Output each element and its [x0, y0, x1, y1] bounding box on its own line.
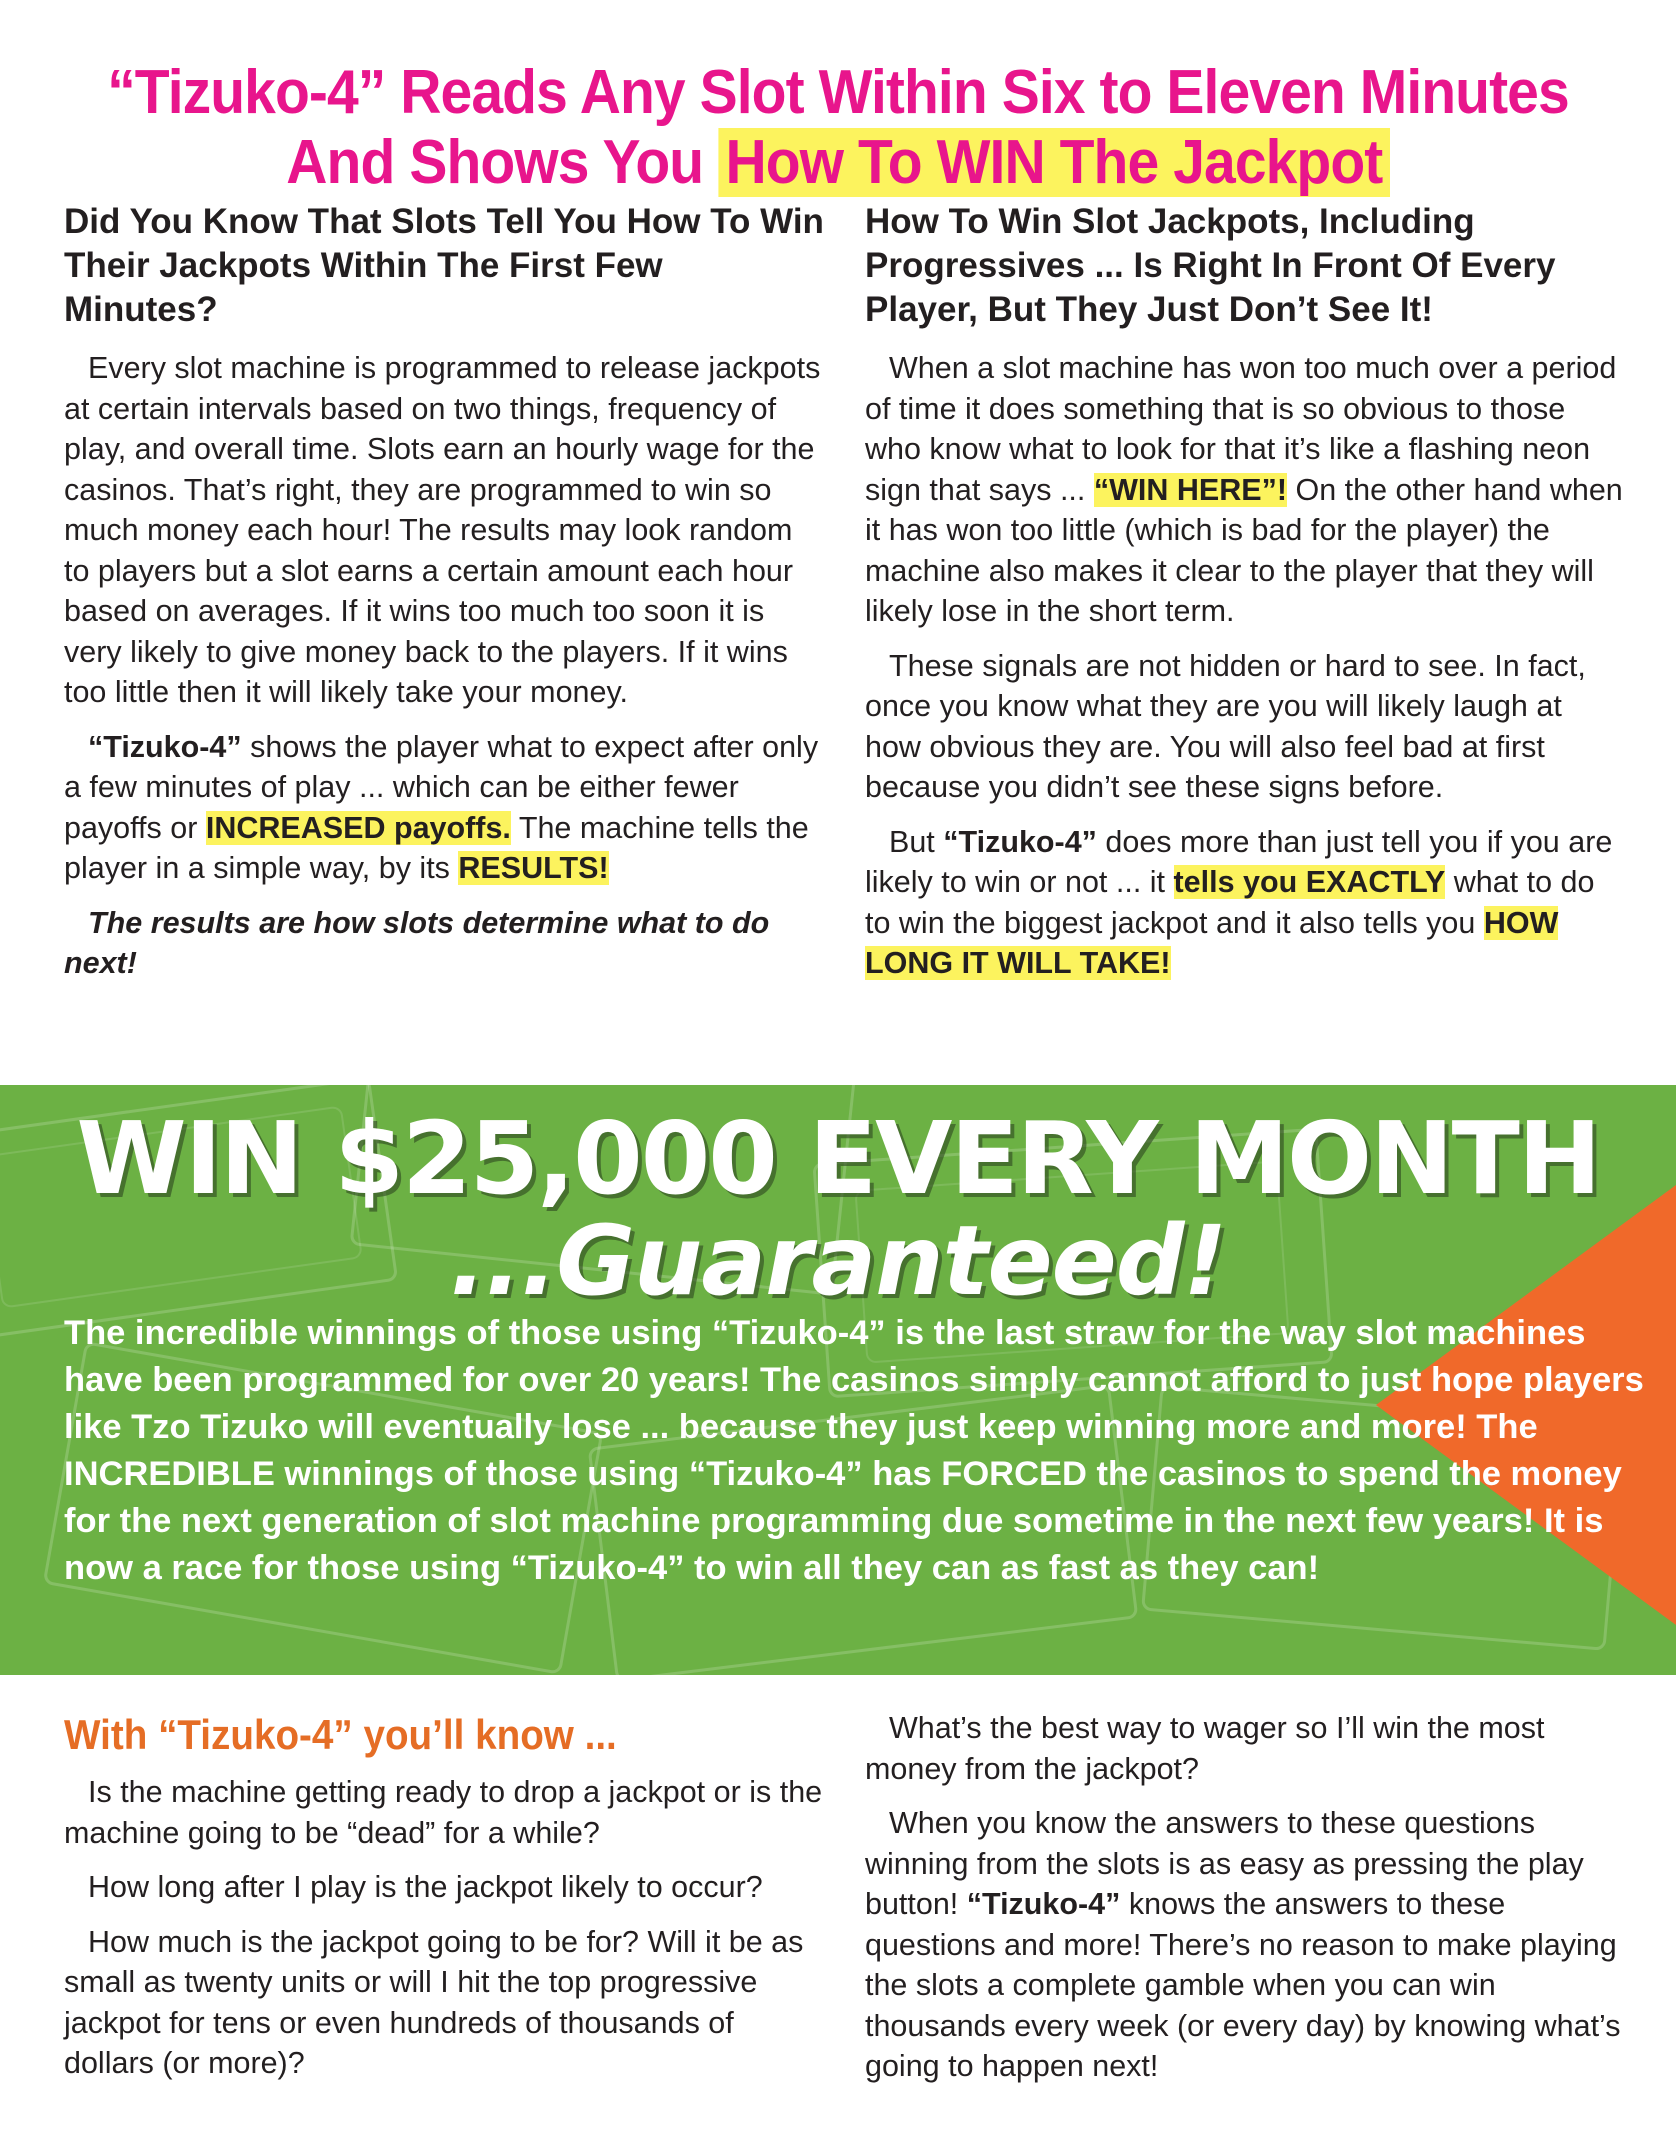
right-paragraph-3-text-b: does more than just tell you if you are likely to win or not ... it [865, 824, 1613, 899]
question-3: How much is the jackpot going to be for? Will it be as small as twenty units or will I hit the top progressive jackpot for tens or even hundreds of thousands of dollars (or more)? [64, 1924, 804, 2080]
product-name: “Tizuko-4” [966, 1887, 1121, 1921]
right-paragraph-3-text-c: what to do to win the biggest jackpot and it also tells you [865, 865, 1595, 940]
question-4: What’s the best way to wager so I’ll win the most money from the jackpot? [865, 1711, 1545, 1786]
increased-payoffs-highlight: INCREASED payoffs. [205, 810, 511, 845]
left-column [64, 200, 824, 984]
headline-line-2-text: And Shows You [286, 128, 719, 197]
right-column-heading: How To Win Slot Jackpots, Including Progressives ... Is Right In Front Of Every Player, But They Just Don’t See It! [865, 202, 1556, 329]
question-1: Is the machine getting ready to drop a jackpot or is the machine going to be “dead” for a while? [64, 1775, 823, 1850]
right-paragraph-1 [865, 348, 1625, 632]
you-will-know-heading: With “Tizuko-4” you’ll know ... [64, 1711, 617, 1758]
banner-title: WIN $25,000 EVERY MONTH [76, 1100, 1600, 1217]
right-paragraph-3-text-a: But [889, 824, 944, 859]
left-paragraph-2 [64, 727, 824, 889]
left-paragraph-1: Every slot machine is programmed to release jackpots at certain intervals based on two things, frequency of play, and overall time. Slots earn an hourly wage for the casinos. That’s right, they are programmed to win so much money each hour! The results may look random to players but a slot earns a certain amount each hour based on averages. If it wins too much too soon it is very likely to give money back to the players. If it wins too little then it will likely take your money. [64, 351, 821, 709]
left-paragraph-3: The results are how slots determine what to do next! [64, 905, 770, 980]
left-paragraph-2-text-b: The machine tells the player in a simple way, by its [64, 810, 809, 885]
tells-you-exactly-highlight: tells you EXACTLY [1173, 865, 1446, 899]
headline-line-1: “Tizuko-4” Reads Any Slot Within Six to Eleven Minutes [107, 58, 1569, 127]
bottom-right-column [865, 1708, 1625, 2087]
banner-subtitle: ...Guaranteed! [449, 1205, 1227, 1317]
results-highlight: RESULTS! [458, 851, 609, 885]
headline-highlight: How To WIN The Jackpot [718, 128, 1390, 197]
right-column [865, 200, 1625, 984]
closing-paragraph-text-b: knows the answers to these questions and more! There’s no reason to make playing the slots a complete gamble when you can win thousands every week (or every day) by knowing what’s going to happen next! [865, 1887, 1621, 2083]
closing-paragraph-text-a: When you know the answers to these questions winning from the slots is as easy as pressing the play button! [865, 1806, 1584, 1921]
page-headline [67, 58, 1609, 198]
banner-body: The incredible winnings of those using “Tizuko-4” is the last straw for the way slot machines have been programmed for over 20 years! The casinos simply cannot afford to just hope players like Tzo Tizuko will eventually lose ... because they just keep winning more and more! The INCREDIBLE winnings of those using “Tizuko-4” has FORCED the casinos to spend the money for the next generation of slot machine programming due sometime in the next few years! It is now a race for those using “Tizuko-4” to win all they can as fast as they can! [64, 1314, 1644, 1587]
how-long-highlight: HOW LONG IT WILL TAKE! [865, 905, 1559, 980]
product-name: “Tizuko-4” [943, 824, 1097, 859]
left-column-heading: Did You Know That Slots Tell You How To Win Their Jackpots Within The First Few Minutes? [64, 202, 824, 329]
headline-line-2 [67, 128, 1609, 198]
right-paragraph-1-text-b: On the other hand when it has won too little (which is bad for the player) the machine also makes it clear to the player that they will likely lose in the short term. [865, 472, 1623, 628]
product-name: “Tizuko-4” [88, 729, 242, 764]
bottom-left-column [64, 1710, 824, 2084]
closing-paragraph [865, 1803, 1625, 2087]
right-paragraph-1-text-a: When a slot machine has won too much over a period of time it does something that is so obvious to those who know what to look for that it’s like a flashing neon sign that says ... [865, 351, 1617, 507]
question-2: How long after I play is the jackpot likely to occur? [88, 1870, 763, 1904]
win-here-highlight: “WIN HERE”! [1093, 472, 1288, 507]
right-paragraph-2: These signals are not hidden or hard to see. In fact, once you know what they are you will likely laugh at how obvious they are. You will also feel bad at first because you didn’t see these signs before. [865, 648, 1586, 804]
money-banner [0, 1085, 1676, 1675]
right-paragraph-3 [865, 822, 1625, 984]
left-paragraph-2-text-a: shows the player what to expect after only a few minutes of play ... which can be either fewer payoffs or [64, 729, 819, 845]
